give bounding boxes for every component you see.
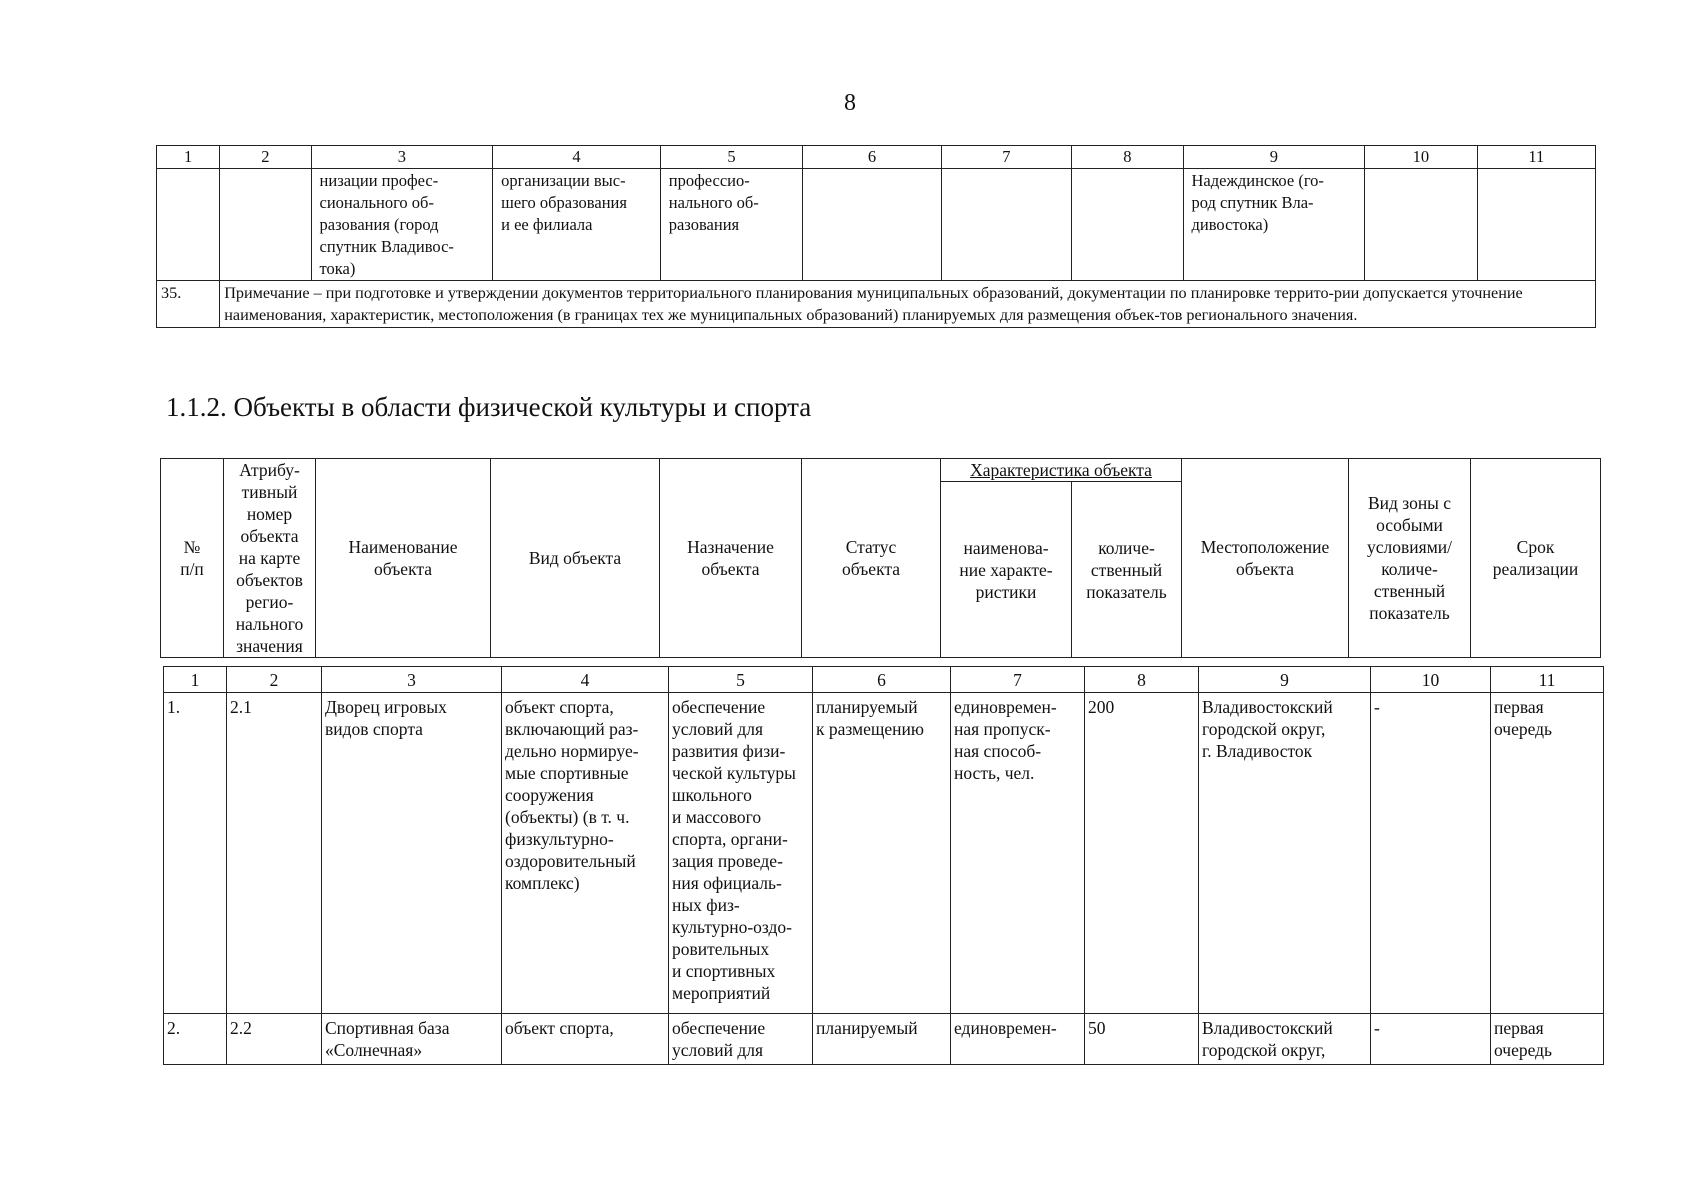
cell-term [1477,169,1595,281]
header-number: № п/п [161,459,224,658]
cell-zone: - [1371,1014,1491,1065]
header-object-name: Наименование объекта [316,459,491,658]
cell-term: первая очередь [1491,693,1604,1014]
main-table-body [163,666,1604,1065]
cell-status: планируемый к размещению [813,693,951,1014]
column-number: 4 [502,667,669,693]
header-zone: Вид зоны с особыми условиями/ количе- ственный показатель [1349,459,1471,658]
column-number: 3 [311,146,493,169]
cell-char-name: единовремен- [951,1014,1085,1065]
cell-char-value [1072,169,1183,281]
cell-char-name: единовремен- ная пропуск- ная способ- ность, чел. [951,693,1085,1014]
note-text: Примечание – при подготовке и утверждении документов территориального планирования муниципальных образований, документации по планировке террито-рии допускается уточнение наименования, характеристик, местоположения (в границах тех же муниципальных образований) планируемых для размещения объек-тов регионального значения. [220,281,1596,328]
column-number: 11 [1477,146,1595,169]
cell-char-value: 50 [1085,1014,1199,1065]
column-number-row [157,146,1596,169]
cell-status [803,169,941,281]
column-number: 8 [1085,667,1199,693]
cell-char-value: 200 [1085,693,1199,1014]
section-title: 1.1.2. Объекты в области физической культуры и спорта [166,392,812,422]
column-number: 7 [951,667,1085,693]
cell-purpose: обеспечение условий для [669,1014,813,1065]
header-object-type: Вид объекта [491,459,660,658]
column-number: 10 [1365,146,1477,169]
column-number: 9 [1183,146,1365,169]
cell-purpose: профессио- нального об- разования [660,169,802,281]
cell-location: Надеждинское (го- род спутник Вла- дивостока) [1183,169,1365,281]
cell-type: объект спорта, включающий раз- дельно нормируе- мые спортивные сооружения (объекты) (в т. ч. физкультурно- оздоровительный комплекс) [502,693,669,1014]
cell-attr: 2.1 [227,693,322,1014]
cell-status: планируемый [813,1014,951,1065]
cell-attr [220,169,311,281]
page-number: 8 [844,90,856,116]
table-row [157,169,1596,281]
column-number: 5 [669,667,813,693]
header-object-purpose: Назначение объекта [660,459,802,658]
column-number: 4 [493,146,661,169]
cell-name: Спортивная база «Солнечная» [322,1014,502,1065]
column-number: 8 [1072,146,1183,169]
column-number: 1 [157,146,220,169]
cell-type: организации выс- шего образования и ее филиала [493,169,661,281]
cell-location: Владивостокский городской округ, г. Владивосток [1199,693,1371,1014]
column-number: 1 [164,667,227,693]
continuation-table [156,145,1596,328]
header-characteristic-value: количе- ственный показатель [1072,482,1182,658]
cell-num: 1. [164,693,227,1014]
cell-zone: - [1371,693,1491,1014]
note-row [157,281,1596,328]
header-characteristics-group [941,459,1182,482]
column-number: 10 [1371,667,1491,693]
column-number-row [164,667,1604,693]
column-number: 6 [813,667,951,693]
cell-location: Владивостокский городской округ, [1199,1014,1371,1065]
column-number: 7 [941,146,1071,169]
cell-type: объект спорта, [502,1014,669,1065]
header-attribute-number: Атрибу- тивный номер объекта на карте объектов регио- нального значения [224,459,316,658]
cell-purpose: обеспечение условий для развития физи- ческой культуры школьного и массового спорта, органи- зация проведе- ния официаль- ных физ- культурно-оздо- ровительных и спортивных мероприятий [669,693,813,1014]
column-number: 2 [227,667,322,693]
table-row [164,693,1604,1014]
column-number: 6 [803,146,941,169]
cell-name: Дворец игровых видов спорта [322,693,502,1014]
cell-zone [1365,169,1477,281]
cell-num: 2. [164,1014,227,1065]
cell-attr: 2.2 [227,1014,322,1065]
column-number: 2 [220,146,311,169]
cell-name: низации профес- сионального об- разования (город спутник Владивос- тока) [311,169,493,281]
cell-char-name [941,169,1071,281]
header-characteristics-label: Характеристика объекта [970,460,1152,480]
column-number: 11 [1491,667,1604,693]
cell-num [157,169,220,281]
main-table-header [160,458,1601,658]
header-object-status: Статус объекта [802,459,941,658]
note-number: 35. [157,281,220,328]
column-number: 5 [660,146,802,169]
header-characteristic-name: наименова- ние характе- ристики [941,482,1072,658]
column-number: 3 [322,667,502,693]
cell-term: первая очередь [1491,1014,1604,1065]
column-number: 9 [1199,667,1371,693]
table-row [164,1014,1604,1065]
header-location: Местоположение объекта [1182,459,1349,658]
header-term: Срок реализации [1471,459,1601,658]
